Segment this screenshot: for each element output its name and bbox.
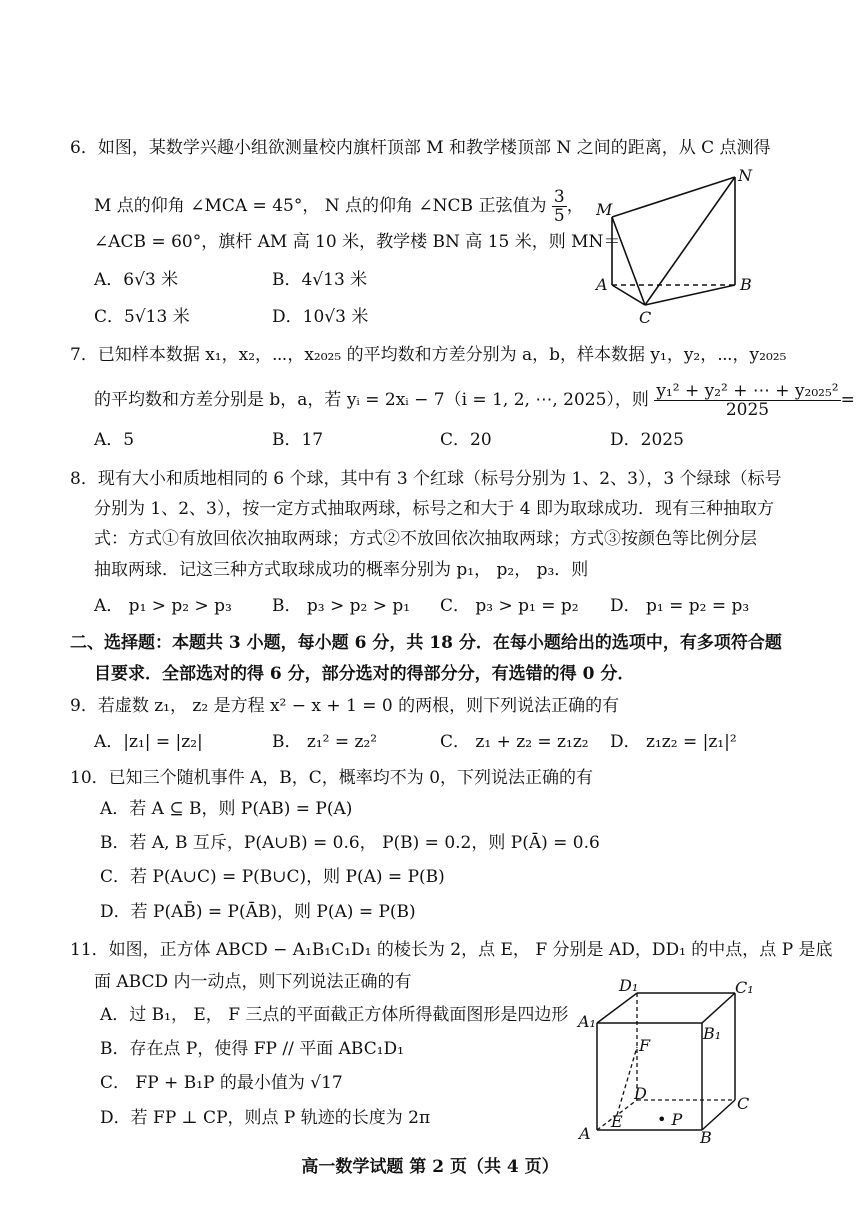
cube-label-E: E: [611, 1112, 623, 1131]
q7-option-c: C．20: [440, 430, 492, 450]
q11-line2: 面 ABCD 内一动点，则下列说法正确的有: [94, 972, 412, 992]
cube-label-F: F: [639, 1036, 651, 1055]
q8-line3: 式：方式①有放回依次抽取两球；方式②不放回依次抽取两球；方式③按颜色等比例分层: [94, 529, 757, 549]
q6-line2: [94, 188, 584, 225]
q6-frac-num: 3: [553, 187, 565, 207]
q6-sine-fraction: [552, 188, 567, 225]
q10-option-c: C．若 P(A∪C) = P(B∪C)，则 P(A) = P(B): [100, 867, 445, 887]
q6-line1: 6．如图，某数学兴趣小组欲测量校内旗杆顶部 M 和教学楼顶部 N 之间的距离，从 C 点测得: [70, 138, 771, 158]
q6-option-d: D．10√3 米: [272, 307, 369, 327]
q9-option-d: D． z₁z₂ = |z₁|²: [610, 732, 737, 752]
page-footer: 高一数学试题 第 2 页（共 4 页）: [301, 1157, 559, 1177]
section2-line2: 目要求．全部选对的得 6 分，部分选对的得部分分，有选错的得 0 分．: [94, 664, 635, 684]
cube-edge-BC: [702, 1100, 735, 1130]
cube-segment-EF: [617, 1047, 637, 1115]
q7-option-b: B．17: [272, 430, 324, 450]
cube-label-D1: D₁: [619, 976, 639, 995]
cube-label-C1: C₁: [735, 978, 754, 997]
q6-label-C: C: [639, 308, 652, 327]
q11-option-b: B．存在点 P，使得 FP // 平面 ABC₁D₁: [100, 1039, 404, 1059]
q11-line1: 11．如图，正方体 ABCD − A₁B₁C₁D₁ 的棱长为 2，点 E， F 分别是 AD，DD₁ 的中点，点 P 是底: [70, 940, 833, 960]
q7-line1: 7．已知样本数据 x₁，x₂，⋯，x₂₀₂₅ 的平均数和方差分别为 a，b，样本数据 y₁，y₂，⋯，y₂₀₂₅: [70, 345, 787, 365]
q7-frac-num: y₁² + y₂² + ⋯ + y₂₀₂₅²: [656, 381, 839, 401]
cube-label-C: C: [737, 1094, 750, 1113]
q6-line2-text: M 点的仰角 ∠MCA = 45°， N 点的仰角 ∠NCB 正弦值为: [94, 196, 547, 216]
q10-option-a: A．若 A ⊆ B，则 P(AB) = P(A): [100, 799, 353, 819]
section2-line1: 二、选择题：本题共 3 小题，每小题 6 分，共 18 分．在每小题给出的选项中，有多项符合题: [70, 633, 782, 653]
q6-label-M: M: [596, 200, 613, 219]
q6-edge-MC: [612, 217, 645, 305]
q6-frac-den: 5: [553, 206, 565, 226]
cube-label-D: D: [634, 1084, 647, 1103]
q11-cube-figure: [575, 975, 760, 1150]
q7-fraction: [654, 382, 840, 419]
cube-label-B1: B₁: [703, 1024, 722, 1043]
q8-line4: 抽取两球．记这三种方式取球成功的概率分别为 p₁， p₂， p₃．则: [94, 560, 589, 580]
q6-line3: ∠ACB = 60°，旗杆 AM 高 10 米，教学楼 BN 高 15 米，则 MN＝: [94, 232, 621, 252]
q8-line1: 8．现有大小和质地相同的 6 个球，其中有 3 个红球（标号分别为 1、2、3），3 个绿球（标号: [70, 469, 782, 489]
q6-label-A: A: [596, 275, 608, 294]
q7-option-d: D．2025: [610, 430, 684, 450]
q8-option-a: A． p₁ > p₂ > p₃: [94, 596, 232, 616]
q7-option-a: A．5: [94, 430, 135, 450]
cube-edge-A1D1: [597, 993, 637, 1023]
q11-option-c: C． FP + B₁P 的最小值为 √17: [100, 1073, 343, 1093]
q8-option-c: C． p₃ > p₁ = p₂: [440, 596, 579, 616]
q6-line2-end: ，: [566, 196, 584, 216]
cube-label-B: B: [700, 1128, 712, 1147]
q8-option-d: D． p₁ = p₂ = p₃: [610, 596, 750, 616]
q7-line2: [94, 382, 855, 419]
q7-line2-text: 的平均数和方差分别是 b，a，若 yᵢ = 2xᵢ − 7（i = 1, 2, ⋯, 2025），则: [94, 390, 649, 410]
q10-line1: 10．已知三个随机事件 A，B，C，概率均不为 0，下列说法正确的有: [70, 768, 594, 788]
cube-label-A1: A₁: [578, 1012, 596, 1031]
q6-option-b: B．4√13 米: [272, 270, 368, 290]
cube-label-P: • P: [657, 1110, 683, 1129]
q6-edge-NC: [645, 177, 735, 305]
q8-line2: 分别为 1、2、3），按一定方式抽取两球，标号之和大于 4 即为取球成功．现有三种抽取方: [94, 499, 774, 519]
cube-edge-B1C1: [702, 993, 735, 1023]
q6-label-B: B: [740, 275, 752, 294]
q10-option-b: B．若 A, B 互斥，P(A∪B) = 0.6， P(B) = 0.2，则 P(Ā) = 0.6: [100, 833, 600, 853]
q8-option-b: B． p₃ > p₂ > p₁: [272, 596, 411, 616]
q9-option-c: C． z₁ + z₂ = z₁z₂: [440, 732, 589, 752]
q9-option-a: A．|z₁| = |z₂|: [94, 732, 203, 752]
q9-line1: 9．若虚数 z₁， z₂ 是方程 x² − x + 1 = 0 的两根，则下列说法正确的有: [70, 696, 620, 716]
cube-label-A: A: [579, 1124, 591, 1143]
q9-option-b: B． z₁² = z₂²: [272, 732, 378, 752]
q11-option-d: D．若 FP ⊥ CP，则点 P 轨迹的长度为 2π: [100, 1108, 431, 1128]
q6-edge-BC: [645, 285, 735, 305]
q6-edge-AC: [612, 285, 645, 305]
q6-option-a: A．6√3 米: [94, 270, 179, 290]
q6-option-c: C．5√13 米: [94, 307, 190, 327]
q10-option-d: D．若 P(AB̄) = P(ĀB)，则 P(A) = P(B): [100, 902, 416, 922]
q11-option-a: A．过 B₁， E， F 三点的平面截正方体所得截面图形是四边形: [100, 1005, 569, 1025]
q7-line2-end: =: [840, 390, 855, 410]
q6-edge-MN: [612, 177, 735, 217]
q6-figure: [590, 165, 760, 330]
q7-frac-den: 2025: [725, 400, 770, 420]
q6-label-N: N: [738, 166, 752, 185]
